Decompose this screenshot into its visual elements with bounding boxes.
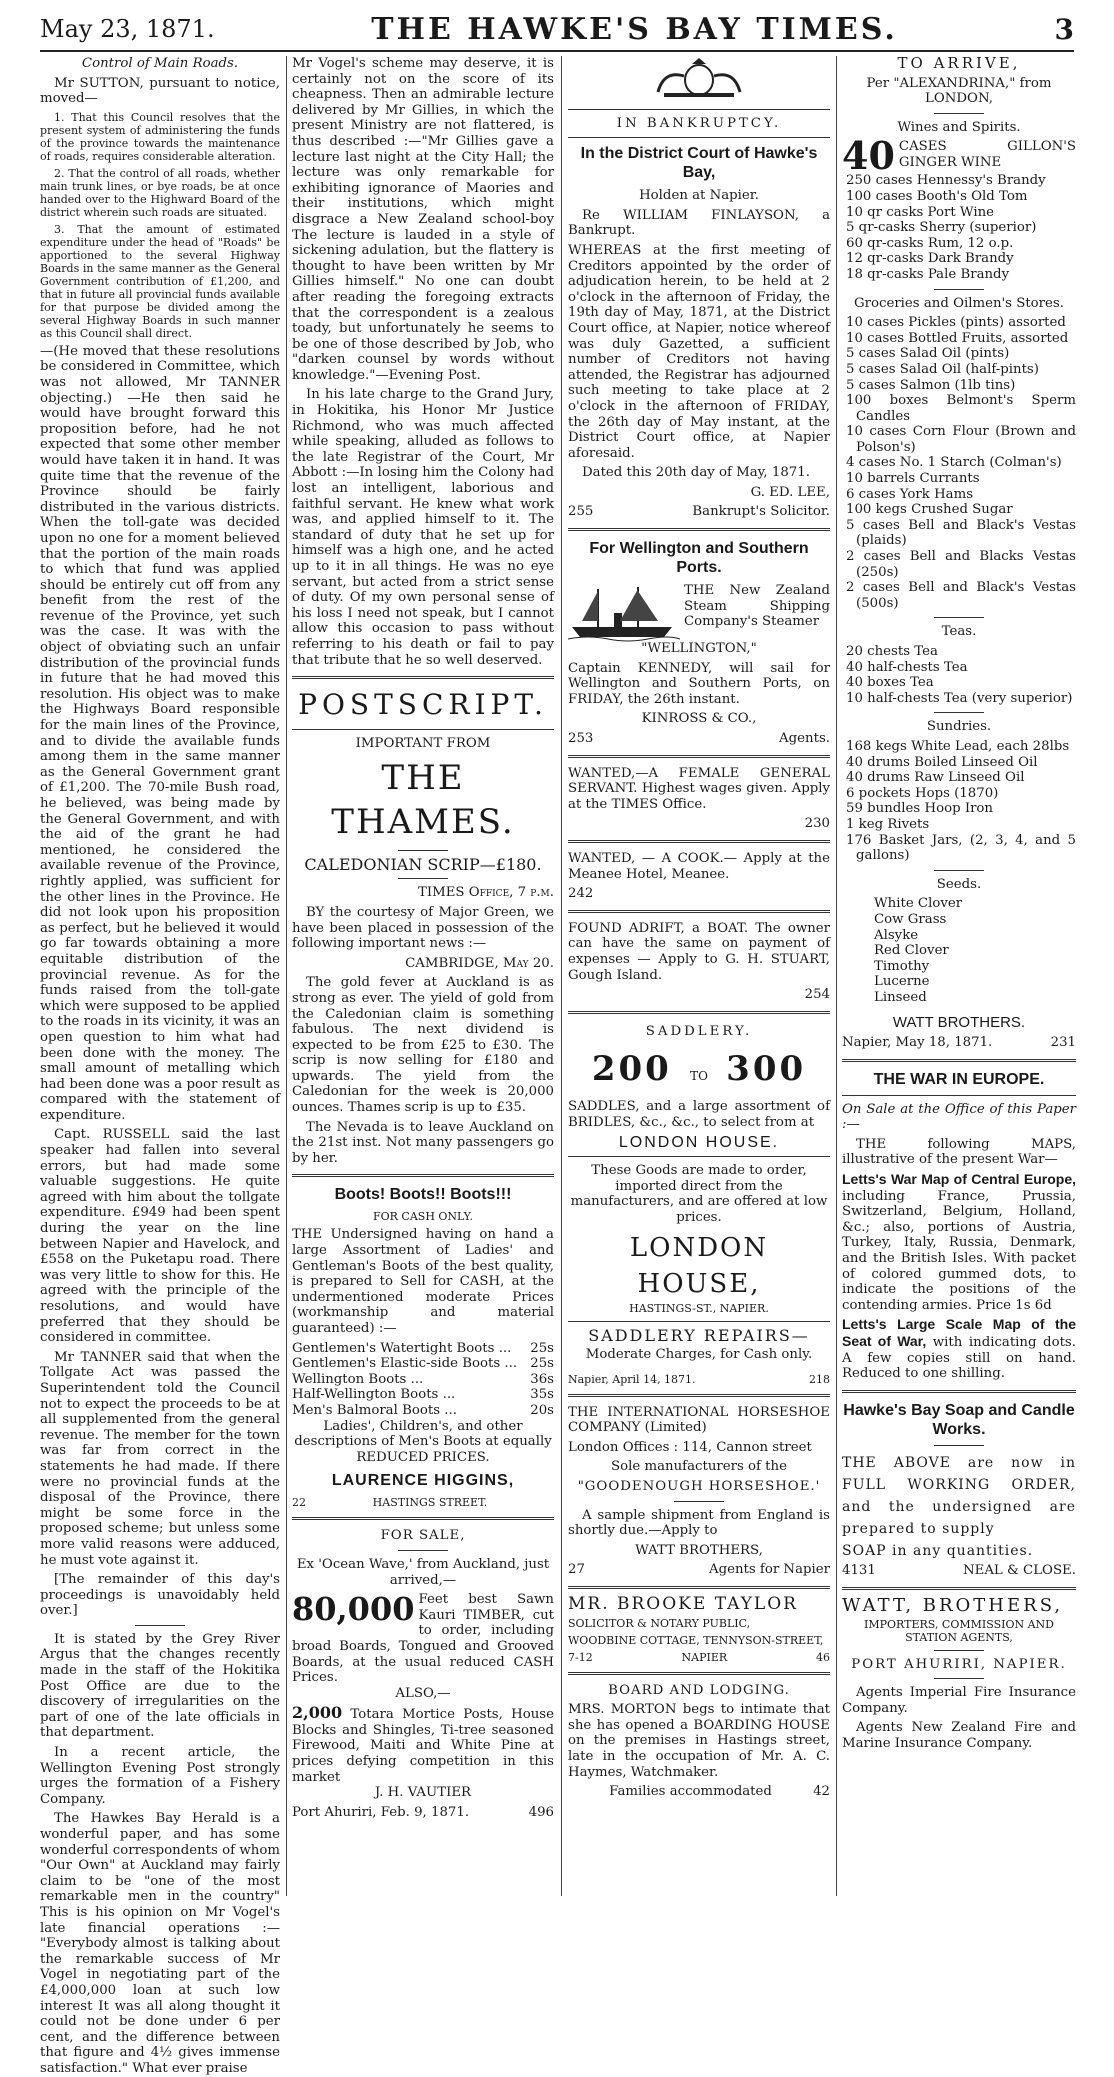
ad-text: Sole manufacturers of the bbox=[611, 1459, 787, 1475]
ad-heading: THE WAR IN EUROPE. bbox=[873, 1070, 1045, 1088]
divider bbox=[842, 1587, 1076, 1590]
column-rule bbox=[836, 56, 837, 1896]
divider bbox=[568, 755, 830, 758]
list-item: 5 cases Salad Oil (half-pints) bbox=[846, 361, 1039, 377]
list-item: 60 qr-casks Rum, 12 o.p. bbox=[846, 235, 1014, 251]
list-item: 2 cases Bell and Blacks Vestas (250s) bbox=[846, 549, 1076, 580]
list-item: 2 cases Bell and Black's Vestas (500s) bbox=[846, 580, 1076, 611]
ad-text: THE ABOVE are now in FULL WORKING ORDER, and the undersigned are prepared to supply bbox=[842, 1454, 1076, 1537]
ad-number: 22 bbox=[292, 1496, 306, 1510]
ad-number: 255 bbox=[568, 504, 594, 520]
steamer-ad bbox=[568, 583, 830, 630]
map-description: including France, Prussia, Switzerland, Belgium, Holland, &c.; also, portions of Austria, Turkey, Italy, Russia, Denmark, and the British Isles. With packet of colored gummed dots, to indicate the positions of the contending armies. Price 1s 6d bbox=[842, 1188, 1076, 1313]
sundry-list bbox=[842, 739, 1076, 864]
divider bbox=[934, 289, 984, 290]
quantity: 200 bbox=[591, 1049, 672, 1090]
article-paragraph: Mr Vogel's scheme may deserve, it is certainly not on the score of its cheapness. Then an admirable lecture delivered by Mr Gillies, in which the present Ministry are not flattered, is thus described :—"Mr Gillies gave a lecture last night at the City Hall; the lecture was only remarkable for exhibiting ignorance of Maories and their institutions, which might disgrace a New Zealand school-boy The lecture is lauded in a style of sickening adulation, but the flattery is thought to have been written by Mr Gillies himself." No one can doubt after reading the foregoing extracts that the correspondent is a zealous toady, but unfortunately he seems to be one of those described by Job, who "darken counsel by words without knowledge."—Evening Post. bbox=[292, 56, 554, 383]
list-item: 4 cases No. 1 Starch (Colman's) bbox=[846, 455, 1062, 471]
list-item: 100 kegs Crushed Sugar bbox=[846, 502, 1013, 518]
ad-text: MRS. MORTON begs to intimate that she has opened a BOARDING HOUSE on the premises in Hastings street, late in the occupation of Mr. A. C. Haymes, Watchmaker. bbox=[568, 1702, 830, 1780]
article-intro: Mr SUTTON, pursuant to notice, moved— bbox=[40, 75, 280, 107]
steamer-name: "WELLINGTON," bbox=[641, 641, 757, 657]
advertiser-name: J. H. VAUTIER bbox=[374, 1785, 472, 1801]
ad-town: NAPIER bbox=[681, 1650, 728, 1664]
section-heading: IN BANKRUPTCY. bbox=[616, 115, 782, 131]
list-item: White Clover bbox=[874, 896, 963, 912]
store-address: WOODBINE COTTAGE, TENNYSON-STREET, bbox=[568, 1633, 824, 1647]
advertiser-address bbox=[292, 1496, 554, 1509]
list-item: 1 keg Rivets bbox=[846, 816, 930, 832]
divider bbox=[568, 1672, 830, 1675]
ad-number: 242 bbox=[568, 886, 594, 902]
price-row bbox=[292, 1341, 554, 1357]
ad-date: Napier, May 18, 1871. bbox=[842, 1035, 993, 1051]
postscript-sub: IMPORTANT FROM bbox=[355, 736, 491, 752]
divider bbox=[568, 1586, 830, 1589]
list-item: Alsyke bbox=[874, 927, 919, 943]
divider bbox=[842, 1390, 1076, 1393]
ad-number: 254 bbox=[804, 987, 830, 1003]
list-item: 40 drums Boiled Linseed Oil bbox=[846, 754, 1038, 770]
ad-heading: FOR SALE, bbox=[380, 1528, 466, 1544]
ad-footer bbox=[568, 731, 830, 747]
ad-number: 230 bbox=[804, 816, 830, 832]
notice-text: WHEREAS at the first meeting of Creditors appointed by the order of adjudication herein, to be held at 2 o'clock in the afternoon of Friday, the 19th day of May, 1871, at the District Court office, at Napier, notice whereof was duly Gazetted, a sufficient number of Creditors not having attended, the Registrar has adjourned such meeting to take place at 2 o'clock in the afternoon of FRIDAY, the 26th day of May instant, at the District Court office, at Napier aforesaid. bbox=[568, 242, 830, 461]
ad-footer bbox=[842, 1035, 1076, 1051]
list-item: 5 cases Salad Oil (pints) bbox=[846, 346, 1010, 362]
article-heading: Control of Main Roads. bbox=[81, 56, 239, 71]
price-row bbox=[292, 1372, 554, 1388]
news-paragraph: BY the courtesy of Major Green, we have been placed in possession of the following important news :— bbox=[292, 904, 554, 952]
article-paragraph: —(He moved that these resolutions be considered in Committee, which was not allowed, Mr TANNER objecting.) —He then said he would have brought forward this proposition before, had he not expected that some other member would have taken it in hand. It was quite time that the revenue of the Province should be fairly distributed in the various districts. When the toll-gate was decided upon no one for a moment believed that the portion of the main roads to which that fund was applied should be entirely cut off from any benefit from the rest of the revenue of the Province, yet such was the case. It was with the object of obviating such an unfair distribution of the provincial funds in future that he had moved this resolution. His object was to make the Highways Board responsible for the main lines of the Province, and to divide the available funds among them in the same manner as the General Government grant of £1,200. The 70-mile Bush road, he believed, was being made by the General Government, and with the aid of the grant he had mentioned, he considered the available revenue of the Province, rightly applied, was sufficient for the other lines in the Province. He did not look upon his proposition as perfect, but he believed it would go far towards obtaining a more equitable distribution of the provincial revenue. As for the funds raised from the toll-gate which were supposed to be applied to the roads in its vicinity, it was an open question to him what had been done with the money. The small amount of metalling which had been done was a poor result as compared with the statement of expenditure. bbox=[40, 343, 280, 1123]
price-row bbox=[292, 1387, 554, 1403]
ad-footer bbox=[568, 1651, 830, 1664]
wine-list bbox=[842, 173, 1076, 282]
thames-heading: THE THAMES. bbox=[331, 757, 515, 842]
list-item: 20 chests Tea bbox=[846, 644, 938, 659]
divider bbox=[398, 878, 448, 879]
ad-heading: SADDLERY REPAIRS— bbox=[588, 1325, 810, 1345]
divider bbox=[292, 1517, 554, 1520]
price-row bbox=[292, 1403, 554, 1419]
divider bbox=[568, 109, 830, 110]
timber-ad bbox=[292, 1592, 554, 1686]
list-item: 10 barrels Currants bbox=[846, 471, 980, 487]
store-name: LONDON HOUSE. bbox=[618, 1133, 780, 1151]
list-item: Linseed bbox=[874, 989, 927, 1005]
ad-text: London Offices : 114, Cannon street bbox=[568, 1439, 812, 1455]
price-value: 20s bbox=[530, 1402, 554, 1418]
divider bbox=[568, 528, 830, 531]
price-value: 25s bbox=[530, 1340, 554, 1356]
notice-footer bbox=[568, 504, 830, 520]
ad-subheading: IMPORTERS, COMMISSION AND STATION AGENTS, bbox=[864, 1617, 1054, 1644]
signatory: KINROSS & CO., bbox=[641, 711, 757, 727]
seed-list bbox=[842, 896, 1076, 1005]
ad-text: Moderate Charges, for Cash only. bbox=[585, 1347, 813, 1363]
article-paragraph: In a recent article, the Wellington Evening Post strongly urges the formation of a Fishery Company. bbox=[40, 1745, 280, 1807]
ad-number: 46 bbox=[815, 1650, 830, 1664]
signatory: WATT BROTHERS. bbox=[892, 1014, 1026, 1032]
range-word: TO bbox=[690, 1069, 708, 1084]
column-1 bbox=[40, 56, 280, 2076]
ad-number: 231 bbox=[1050, 1035, 1076, 1051]
newspaper-title: THE HAWKE'S BAY TIMES. bbox=[371, 11, 898, 47]
price-value: 25s bbox=[530, 1356, 554, 1372]
list-item: 10 cases Corn Flour (Brown and Polson's) bbox=[846, 424, 1076, 455]
list-item: 168 kegs White Lead, each 28lbs bbox=[846, 738, 1070, 754]
tea-list bbox=[842, 644, 1076, 706]
ad-footer bbox=[568, 1784, 830, 1800]
ad-footer bbox=[568, 1373, 830, 1386]
list-item: 12 qr-casks Dark Brandy bbox=[846, 251, 1014, 267]
quantity: 300 bbox=[726, 1049, 807, 1090]
column-4 bbox=[842, 56, 1076, 1896]
resolution: 2. That the control of all roads, whether main trunk lines, or bye roads, be at once handed over to the Highward Board of the district wherein such roads are situated. bbox=[40, 166, 280, 219]
list-item: 10 cases Bottled Fruits, assorted bbox=[846, 330, 1069, 346]
gillon-item bbox=[842, 133, 1076, 179]
list-item: 5 cases Bell and Black's Vestas (plaids) bbox=[846, 517, 1076, 549]
map-item bbox=[842, 1317, 1076, 1381]
ad-footer bbox=[842, 1563, 1076, 1579]
ad-text: Families accommodated bbox=[609, 1784, 772, 1800]
ad-heading: SADDLERY. bbox=[645, 1023, 753, 1039]
ad-number: 7-12 bbox=[568, 1650, 593, 1664]
list-item: 40 boxes Tea bbox=[846, 675, 934, 691]
divider bbox=[292, 676, 554, 679]
masthead bbox=[40, 8, 1074, 52]
list-item: 100 cases Booth's Old Tom bbox=[846, 188, 1028, 204]
price-item: Gentlemen's Watertight Boots ... bbox=[292, 1340, 512, 1356]
notice-heading: In the District Court of Hawke's Bay, bbox=[580, 145, 818, 182]
list-item: 10 qr casks Port Wine bbox=[846, 204, 995, 220]
list-item: 6 cases York Hams bbox=[846, 486, 974, 502]
article-paragraph: [The remainder of this day's proceedings is unavoidably held over.] bbox=[40, 1572, 280, 1619]
ad-text: SADDLES, and a large assortment of BRIDLES, &c., &c., to select from at bbox=[568, 1099, 830, 1130]
classified-ad: WANTED,—A FEMALE GENERAL SERVANT. Highest wages given. Apply at the TIMES Office. bbox=[568, 765, 830, 812]
quantity: 80,000 bbox=[292, 1590, 415, 1629]
article-paragraph: In his late charge to the Grand Jury, in Hokitika, his Honor Mr Justice Richmond, who was much affected while speaking, alluded as follows to the late Registrar of the Court, Mr Abbott :—In losing him the Colony had lost an intelligent, laborious and faithful servant. He knew what work was, and applied himself to it. The standard of duty that he set up for himself was a high one, and he acted up to it in all things. He was no eye servant, but acted from a strict sense of duty. Of my own personal sense of his loss I need not speak, but I cannot allow this occasion to pass without referring to his death or fail to pay that tribute that he so well deserved. bbox=[292, 387, 554, 668]
divider bbox=[568, 137, 830, 138]
article-paragraph: Capt. RUSSELL said the last speaker had fallen into several errors, but had made some valuable suggestions. He quite agreed with him about the tollgate expenditure. £949 had been spent during the year on the line between Napier and Havelock, and £558 on the Puketapu road. There was very little to show for this. He agreed with the principle of the resolutions, and would have preferred that they should be considered in committee. bbox=[40, 1127, 280, 1346]
ad-text: Totara Mortice Posts, House Blocks and Shingles, Ti-tree seasoned Firewood, Maiti and White Pine at prices defying competition in this market bbox=[292, 1707, 554, 1785]
ad-text: SOLICITOR & NOTARY PUBLIC, bbox=[568, 1616, 751, 1630]
column-2 bbox=[292, 56, 554, 1896]
list-item: Cow Grass bbox=[874, 911, 947, 927]
advertiser-name: LAURENCE HIGGINS, bbox=[331, 1472, 515, 1490]
divider bbox=[398, 1550, 448, 1551]
divider bbox=[934, 712, 984, 713]
divider bbox=[674, 1501, 724, 1502]
map-title: Letts's Large Scale Map of the Seat of War, bbox=[842, 1316, 1076, 1349]
divider bbox=[934, 617, 984, 618]
ad-number: 27 bbox=[568, 1562, 585, 1578]
ad-heading: MR. BROOKE TAYLOR bbox=[568, 1594, 798, 1615]
ad-text: Captain KENNEDY, will sail for Wellington and Southern Ports, on FRIDAY, the 26th instant. bbox=[568, 660, 830, 707]
divider bbox=[934, 870, 984, 871]
ad-date: Napier, April 14, 1871. bbox=[568, 1372, 696, 1386]
news-paragraph: The gold fever at Auckland is as strong as ever. The yield of gold from the Caledonian claim is something fabulous. The next dividend is expected to be from £25 to £30. The scrip is now selling for £180 and upwards. The yield from the Caledonian for the week is 20,000 ounces. Thames scrip is up to £35. bbox=[292, 975, 554, 1116]
divider bbox=[135, 1625, 185, 1626]
ad-number: 218 bbox=[809, 1372, 830, 1386]
signatory: G. ED. LEE, bbox=[750, 484, 830, 500]
dateline: TIMES Office, 7 p.m. bbox=[417, 885, 554, 901]
divider bbox=[568, 910, 830, 913]
category-heading: Seeds. bbox=[936, 876, 982, 892]
price-item: Gentlemen's Elastic-side Boots ... bbox=[292, 1356, 518, 1372]
list-item: 10 cases Pickles (pints) assorted bbox=[846, 315, 1066, 331]
divider bbox=[934, 113, 984, 114]
page-number: 3 bbox=[1054, 12, 1074, 46]
list-item: 59 bundles Hoop Iron bbox=[846, 801, 993, 817]
ad-text: THE following MAPS, illustrative of the present War— bbox=[842, 1136, 1076, 1168]
issue-date: May 23, 1871. bbox=[40, 15, 215, 43]
ad-subheading: Per "ALEXANDRINA," from LONDON, bbox=[866, 75, 1052, 107]
saddles-range bbox=[568, 1049, 830, 1089]
postscript-heading: POSTSCRIPT. bbox=[298, 688, 548, 722]
list-item: 18 qr-casks Pale Brandy bbox=[846, 266, 1010, 282]
map-title: Letts's War Map of Central Europe, bbox=[842, 1171, 1076, 1188]
map-description: with indicating dots. A few copies still on hand. Reduced to one shilling. bbox=[842, 1334, 1076, 1382]
notice-date: Dated this 20th day of May, 1871. bbox=[582, 465, 810, 481]
ad-text: Agents New Zealand Fire and Marine Insurance Company. bbox=[842, 1720, 1076, 1751]
divider bbox=[934, 1678, 984, 1679]
list-item: 10 half-chests Tea (very superior) bbox=[846, 690, 1073, 706]
classified-ad: FOUND ADRIFT, a BOAT. The owner can have the same on payment of expenses — Apply to G. H. STUART, Gough Island. bbox=[568, 920, 830, 983]
item-text: CASES GILLON'S GINGER WINE bbox=[898, 139, 1076, 170]
ad-number: 496 bbox=[528, 1804, 554, 1820]
divider bbox=[568, 1156, 830, 1157]
divider bbox=[292, 729, 554, 730]
price-row bbox=[292, 1356, 554, 1372]
quantity: 40 bbox=[842, 133, 895, 179]
ad-heading: Hawke's Bay Soap and Candle Works. bbox=[843, 1401, 1075, 1438]
ad-text: These Goods are made to order, imported direct from the manufacturers, and are offered at low prices. bbox=[570, 1163, 828, 1225]
divider bbox=[934, 1445, 984, 1446]
price-item: Wellington Boots ... bbox=[292, 1371, 424, 1387]
price-value: 36s bbox=[530, 1371, 554, 1387]
price-item: Men's Balmoral Boots ... bbox=[292, 1402, 457, 1418]
signatory-role: Agents for Napier bbox=[708, 1562, 830, 1578]
address: HASTINGS STREET. bbox=[372, 1496, 488, 1510]
ad-heading: WATT, BROTHERS, bbox=[842, 1594, 1064, 1616]
list-item: 6 pockets Hops (1870) bbox=[846, 785, 999, 801]
ad-heading: For Wellington and Southern Ports. bbox=[589, 540, 809, 577]
ad-text: THE Undersigned having on hand a large Assortment of Ladies' and Gentleman's Boots of the best quality, is prepared to Sell for CASH, at the undermentioned moderate Prices (workmanship and material guaranteed) :— bbox=[292, 1227, 554, 1336]
resolution: 1. That this Council resolves that the present system of administering the funds of the province towards the maintenance of roads, requires considerable alteration. bbox=[40, 110, 280, 163]
category-heading: Teas. bbox=[941, 624, 977, 640]
category-heading: Groceries and Oilmen's Stores. bbox=[854, 295, 1064, 311]
ad-footer bbox=[568, 1562, 830, 1578]
divider bbox=[842, 1059, 1076, 1062]
column-rule bbox=[286, 56, 287, 1896]
article-paragraph: Mr TANNER said that when the Tollgate Act was passed the Superintendent told the Council not to expect the proceeds to be at all supplemented from the general revenue. The member for the town was far from correct in the statements he had made. If there were no provincial funds at the disposal of the Province, there might be some force in the proposed scheme; but unless some more valid reasons were adduced, he must vote against it. bbox=[40, 1349, 280, 1568]
ad-heading: BOARD AND LODGING. bbox=[608, 1682, 790, 1698]
signatory: WATT BROTHERS, bbox=[635, 1542, 763, 1558]
store-name: LONDON HOUSE, bbox=[629, 1232, 769, 1299]
ad-text: Ex 'Ocean Wave,' from Auckland, just arrived,— bbox=[296, 1556, 550, 1588]
quantity: 2,000 bbox=[292, 1703, 343, 1723]
list-item: 40 half-chests Tea bbox=[846, 659, 968, 675]
divider bbox=[842, 1095, 1076, 1096]
ad-heading: THE INTERNATIONAL HORSESHOE COMPANY (Limited) bbox=[568, 1404, 830, 1436]
column-rule bbox=[561, 56, 562, 1896]
grocery-list bbox=[842, 315, 1076, 611]
ad-date: Port Ahuriri, Feb. 9, 1871. bbox=[292, 1804, 470, 1820]
ad-heading: Boots! Boots!! Boots!!! bbox=[334, 1186, 512, 1204]
ad-text: Agents Imperial Fire Insurance Company. bbox=[842, 1685, 1076, 1716]
list-item: Timothy bbox=[874, 958, 930, 974]
ad-number: 4131 bbox=[842, 1563, 876, 1579]
resolution: 3. That the amount of estimated expenditure under the head of "Roads" be apportioned to the several Highway Boards in the same manner as the General Government contribution of £1,200, and that in future all provincial funds available for that purpose be divided among the several Highway Boards in such manner as this Council shall direct. bbox=[40, 222, 280, 340]
list-item: 5 qr-casks Sherry (superior) bbox=[846, 220, 1037, 236]
ad-number: 253 bbox=[568, 731, 594, 747]
store-address: HASTINGS-ST., NAPIER. bbox=[629, 1301, 769, 1315]
ad-heading: TO ARRIVE, bbox=[897, 54, 1021, 72]
divider bbox=[568, 1394, 830, 1397]
signatory-role: Bankrupt's Solicitor. bbox=[692, 504, 830, 520]
map-item bbox=[842, 1172, 1076, 1313]
notice-re: Re WILLIAM FINLAYSON, a Bankrupt. bbox=[568, 207, 830, 239]
signatory: NEAL & CLOSE. bbox=[962, 1563, 1076, 1579]
article-paragraph: The Hawkes Bay Herald is a wonderful paper, and has some wonderful correspondents of whom "Our Own" at Auckland may fairly claim to be "one of the most remarkable men in the country" This is his opinion on Mr Vogel's late financial operations :— "Everybody almost is talking about the remarkable success of Mr Vogel in negotiating part of the £4,000,000 loan at such low interest It was all along thought it could not be done under 6 per cent, and the difference between that figure and 4½ gives immense satisfaction." What ever praise bbox=[40, 1811, 280, 2076]
column-3 bbox=[568, 56, 830, 1896]
ad-number: 42 bbox=[813, 1784, 830, 1800]
ad-text: Ladies', Children's, and other descriptions of Men's Boots at equally REDUCED PRICES. bbox=[294, 1418, 552, 1465]
list-item: 5 cases Salmon (1lb tins) bbox=[846, 377, 1016, 393]
divider bbox=[292, 1174, 554, 1177]
category-heading: Wines and Spirits. bbox=[897, 119, 1021, 135]
divider bbox=[568, 1321, 830, 1322]
article-paragraph: It is stated by the Grey River Argus that the changes recently made in the staff of the Hokitika Post Office are due to the discovery of irregularities on the part of one of the late officials in that department. bbox=[40, 1631, 280, 1741]
product-name: "GOODENOUGH HORSESHOE.' bbox=[577, 1479, 821, 1495]
ad-text: Feet best Sawn Kauri TIMBER, cut to order, including broad Boards, Tongued and Grooved Boards, at the usual reduced CASH Prices. bbox=[292, 1592, 554, 1686]
notice-sub: Holden at Napier. bbox=[639, 188, 759, 204]
price-item: Half-Wellington Boots ... bbox=[292, 1387, 456, 1403]
price-value: 35s bbox=[530, 1387, 554, 1403]
divider bbox=[934, 1650, 984, 1651]
ad-subheading: On Sale at the Office of this Paper :— bbox=[842, 1101, 1076, 1133]
list-item: 176 Basket Jars, (2, 3, 4, and 5 gallons) bbox=[846, 832, 1076, 864]
category-heading: Sundries. bbox=[926, 719, 992, 735]
ad-text: ALSO,— bbox=[395, 1685, 451, 1701]
classified-ad: WANTED, — A COOK.— Apply at the Meanee Hotel, Meanee. bbox=[568, 851, 830, 882]
list-item: Red Clover bbox=[874, 943, 949, 959]
divider bbox=[568, 1011, 830, 1014]
divider bbox=[568, 840, 830, 843]
ad-footer bbox=[292, 1805, 554, 1821]
ad-text: A sample shipment from England is shortly due.—Apply to bbox=[568, 1507, 830, 1539]
royal-crest bbox=[568, 56, 830, 103]
news-paragraph: The Nevada is to leave Auckland on the 21st inst. Not many passengers go by her. bbox=[292, 1119, 554, 1166]
ad-text: SOAP in any quantities. bbox=[842, 1542, 1034, 1559]
scrip-heading: CALEDONIAN SCRIP—£180. bbox=[304, 854, 542, 874]
store-address: PORT AHURIRI, NAPIER. bbox=[851, 1656, 1067, 1672]
steamship-icon bbox=[568, 583, 680, 641]
dateline: CAMBRIDGE, May 20. bbox=[405, 955, 554, 971]
list-item: 40 drums Raw Linseed Oil bbox=[846, 770, 1025, 786]
crest-icon bbox=[654, 56, 744, 98]
list-item: 250 cases Hennessy's Brandy bbox=[846, 173, 1046, 189]
signatory-role: Agents. bbox=[779, 731, 830, 747]
divider bbox=[398, 850, 448, 851]
list-item: Lucerne bbox=[874, 974, 930, 990]
ad-text: THE New Zealand Steam Shipping Company's Steamer bbox=[684, 583, 830, 630]
totara-ad bbox=[292, 1705, 554, 1785]
ad-subheading: FOR CASH ONLY. bbox=[373, 1210, 473, 1224]
list-item: 100 boxes Belmont's Sperm Candles bbox=[846, 393, 1076, 424]
